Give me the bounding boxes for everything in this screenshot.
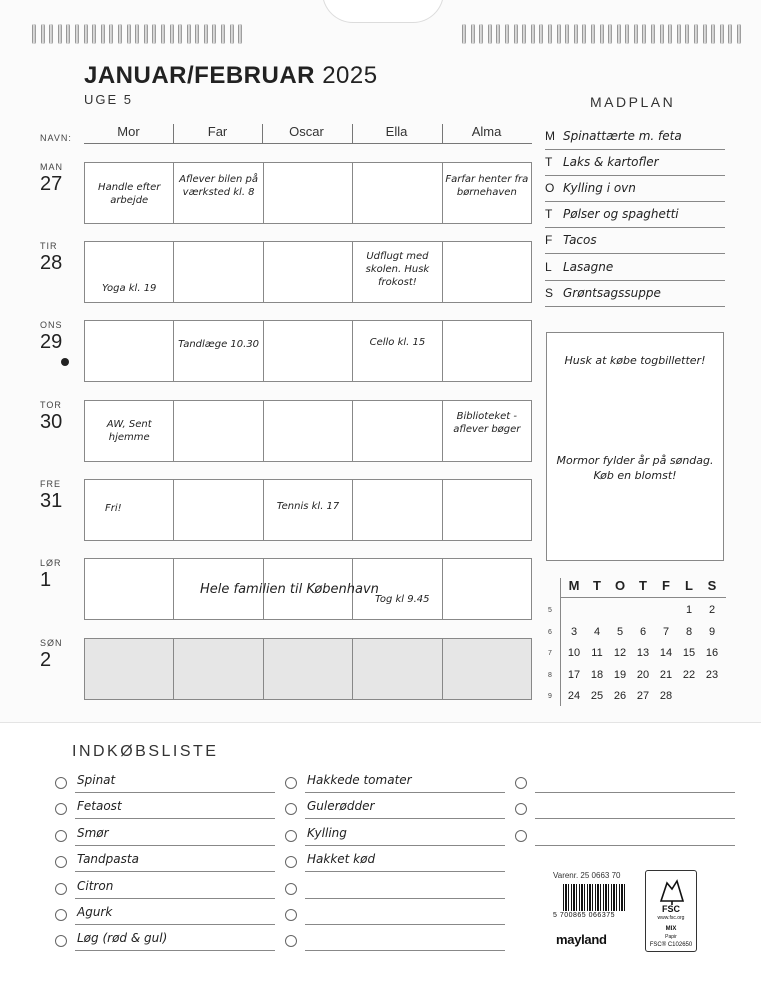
entry-text: Udflugt med skolen. Husk frokost! (365, 251, 430, 288)
entry-text: Yoga kl. 19 (101, 283, 157, 294)
mini-calendar-divider (560, 597, 726, 598)
shopping-item[interactable] (285, 879, 505, 899)
checkbox-circle[interactable] (55, 883, 67, 895)
day-cell[interactable] (443, 163, 531, 223)
barcode (553, 884, 627, 920)
writing-line (75, 845, 275, 846)
writing-line (305, 818, 505, 819)
day-number: 28 (40, 252, 63, 274)
shopping-item-text: Gulerødder (307, 799, 375, 814)
spiral-coil (668, 24, 672, 44)
span-entry: Hele familien til København (200, 582, 379, 597)
spiral-coil (462, 24, 466, 44)
spiral-coil (685, 24, 689, 44)
span-entry-2: Tog kl 9.45 (375, 594, 430, 605)
spiral-coil (694, 24, 698, 44)
mini-calendar-day: 27 (636, 690, 650, 702)
mini-calendar-day: 1 (685, 604, 693, 616)
spiral-coil (212, 24, 216, 44)
writing-line (75, 871, 275, 872)
mini-calendar-day: 19 (613, 668, 627, 681)
weekday-header: F (662, 578, 670, 593)
spiral-coil (49, 24, 53, 44)
brand-logo: mayland (556, 932, 607, 947)
fsc-logo-text: FSC (662, 904, 680, 914)
day-row-tuesday (84, 241, 532, 303)
header-divider (352, 124, 353, 143)
spiral-coil (574, 24, 578, 44)
day-cell[interactable] (174, 401, 263, 461)
shopping-item[interactable] (285, 773, 505, 793)
page-title (84, 62, 378, 90)
note-text: Mormor fylder år på søndag. Køb en blomst! (556, 454, 714, 482)
item-number: Varenr. 25 0663 70 (553, 871, 621, 880)
day-cell[interactable] (353, 401, 442, 461)
meal-day-letter: S (545, 286, 554, 300)
day-number: 31 (40, 490, 63, 512)
spiral-coil (187, 24, 191, 44)
spiral-coil (135, 24, 139, 44)
day-cell[interactable] (264, 242, 353, 302)
spiral-coil (711, 24, 715, 44)
member-header-oscar: Oscar (289, 124, 324, 139)
entry-text: Cello kl. 15 (369, 337, 426, 348)
shopping-item-text: Smør (77, 825, 109, 840)
meal-text: Laks & kartofler (563, 155, 659, 169)
fsc-mix: MIX (665, 926, 677, 932)
meal-text: Pølser og spaghetti (563, 207, 679, 221)
shopping-item-text: Hakket kød (307, 852, 376, 867)
spiral-coil (720, 24, 724, 44)
day-row-sunday (84, 638, 532, 700)
checkbox-circle[interactable] (55, 803, 67, 815)
shopping-item[interactable] (515, 773, 735, 793)
spiral-coil (642, 24, 646, 44)
spiral-coil (92, 24, 96, 44)
meal-text: Kylling i ovn (563, 181, 636, 195)
shopping-item[interactable] (55, 931, 275, 951)
meal-row[interactable] (545, 231, 725, 254)
spiral-binding-left (32, 24, 242, 46)
day-cell[interactable] (443, 242, 531, 302)
shopping-list-title: INDKØBSLISTE (72, 743, 219, 760)
mini-calendar-day: 21 (659, 668, 673, 681)
madplan-title: MADPLAN (590, 94, 676, 110)
day-number: 30 (40, 411, 63, 433)
checkbox-circle[interactable] (55, 830, 67, 842)
day-cell[interactable] (353, 321, 442, 381)
shopping-item[interactable] (285, 826, 505, 846)
day-cell[interactable] (443, 559, 531, 619)
mini-calendar-day: 10 (567, 647, 581, 659)
shopping-item-text: Tandpasta (77, 852, 139, 867)
header-divider (442, 124, 443, 143)
spiral-coil (66, 24, 70, 44)
meal-text: Tacos (563, 233, 597, 247)
checkbox-circle[interactable] (55, 935, 67, 947)
checkbox-circle[interactable] (55, 909, 67, 921)
day-cell[interactable] (85, 242, 174, 302)
meal-day-letter: T (545, 155, 553, 169)
spiral-coil (488, 24, 492, 44)
spiral-coil (221, 24, 225, 44)
day-cell[interactable] (264, 480, 353, 540)
spiral-coil (677, 24, 681, 44)
hanging-cutout (322, 0, 444, 23)
writing-line (535, 845, 735, 846)
spiral-coil (230, 24, 234, 44)
spiral-coil (565, 24, 569, 44)
spiral-coil (531, 24, 535, 44)
checkbox-circle[interactable] (285, 803, 297, 815)
day-cell[interactable] (264, 321, 353, 381)
spiral-coil (471, 24, 475, 44)
day-cell[interactable] (353, 163, 442, 223)
spiral-coil (41, 24, 45, 44)
mini-calendar-day: 11 (591, 647, 603, 659)
checkbox-circle[interactable] (515, 830, 527, 842)
mini-calendar-day: 5 (616, 625, 624, 638)
day-cell[interactable] (85, 639, 174, 699)
mini-calendar-day: 16 (705, 647, 719, 659)
spiral-coil (109, 24, 113, 44)
shopping-item[interactable] (285, 905, 505, 925)
day-cell[interactable] (174, 321, 263, 381)
header-underline (84, 143, 532, 144)
fsc-tree-icon (647, 875, 697, 905)
day-cell[interactable] (85, 401, 174, 461)
meal-day-letter: M (545, 129, 555, 143)
day-name: ONS (40, 320, 63, 330)
checkbox-circle[interactable] (515, 777, 527, 789)
week-number: 9 (548, 693, 552, 700)
weekday-header: O (614, 578, 626, 593)
spiral-coil (496, 24, 500, 44)
meal-row[interactable] (545, 258, 725, 281)
header-divider (173, 124, 174, 143)
mini-calendar-day: 15 (682, 647, 696, 659)
spiral-coil (238, 24, 242, 44)
weekday-header: S (707, 578, 717, 593)
entry-text: Fri! (105, 503, 122, 514)
mini-calendar-day: 12 (613, 647, 627, 659)
spiral-coil (617, 24, 621, 44)
day-cell[interactable] (443, 639, 531, 699)
day-row-wednesday (84, 320, 532, 382)
mini-calendar-day: 23 (705, 668, 719, 681)
mini-calendar-day: 17 (567, 668, 581, 681)
spiral-binding-right (462, 24, 741, 46)
mini-calendar-day: 18 (590, 668, 604, 681)
spiral-coil (479, 24, 483, 44)
member-header-ella: Ella (385, 124, 408, 139)
fsc-label (645, 870, 697, 952)
writing-line (535, 792, 735, 793)
spiral-coil (625, 24, 629, 44)
checkbox-circle[interactable] (515, 803, 527, 815)
meal-row[interactable] (545, 284, 725, 307)
day-name: TOR (40, 400, 62, 410)
shopping-item-text: Citron (77, 878, 114, 893)
writing-line (305, 950, 505, 951)
checkbox-circle[interactable] (55, 777, 67, 789)
barcode-number: 5 700865 066375 (553, 912, 615, 919)
mini-calendar-day: 4 (593, 625, 601, 638)
spiral-coil (152, 24, 156, 44)
day-cell[interactable] (443, 401, 531, 461)
shopping-item[interactable] (285, 931, 505, 951)
mini-calendar-day: 20 (636, 668, 650, 681)
shopping-item-text: Spinat (77, 773, 116, 787)
title-months: JANUAR/FEBRUAR (84, 62, 316, 89)
spiral-coil (634, 24, 638, 44)
shopping-item[interactable] (55, 852, 275, 872)
mini-calendar-day: 22 (682, 668, 696, 681)
spiral-coil (522, 24, 526, 44)
fsc-papir: Papir (665, 934, 677, 940)
entry-text: Handle efter arbejde (98, 182, 161, 206)
day-cell[interactable] (85, 480, 174, 540)
entry-text: Tennis kl. 17 (276, 501, 340, 512)
mini-calendar-day: 14 (659, 647, 673, 659)
writing-line (305, 898, 505, 899)
meal-day-letter: F (545, 233, 553, 247)
spiral-coil (84, 24, 88, 44)
spiral-coil (161, 24, 165, 44)
header-divider (262, 124, 263, 143)
day-cell[interactable] (353, 480, 442, 540)
spiral-coil (582, 24, 586, 44)
spiral-coil (127, 24, 131, 44)
shopping-item[interactable] (55, 799, 275, 819)
day-name: FRE (40, 479, 61, 489)
day-number: 29 (40, 331, 63, 353)
note-text: Husk at købe togbilletter! (564, 354, 706, 367)
mini-calendar-day: 13 (636, 647, 650, 659)
barcode-bars (563, 884, 625, 911)
shopping-item[interactable] (55, 905, 275, 925)
shopping-item-text: Fetaost (77, 799, 122, 814)
name-label: NAVN: (40, 133, 72, 143)
writing-line (305, 792, 505, 793)
day-cell[interactable] (353, 242, 442, 302)
checkbox-circle[interactable] (55, 856, 67, 868)
fsc-code: FSC® C102650 (649, 942, 693, 948)
title-year: 2025 (322, 62, 378, 89)
day-cell[interactable] (443, 321, 531, 381)
mini-calendar-day: 6 (639, 625, 647, 638)
member-header-mor: Mor (117, 124, 140, 139)
entry-text: Biblioteket - aflever bøger (453, 411, 521, 435)
meal-text: Lasagne (563, 260, 614, 274)
shopping-item[interactable] (285, 852, 505, 872)
spiral-coil (75, 24, 79, 44)
shopping-item-text: Hakkede tomater (307, 773, 412, 787)
spiral-coil (539, 24, 543, 44)
day-cell[interactable] (174, 242, 263, 302)
mini-calendar-day: 7 (662, 625, 670, 638)
entry-text: Farfar henter fra børnehaven (445, 174, 529, 198)
day-cell[interactable] (264, 401, 353, 461)
new-moon-icon (61, 358, 69, 366)
shopping-item[interactable] (55, 826, 275, 846)
mini-calendar-day: 25 (590, 690, 604, 702)
day-row-monday (84, 162, 532, 224)
spiral-coil (660, 24, 664, 44)
shopping-item[interactable] (515, 826, 735, 846)
shopping-item[interactable] (285, 799, 505, 819)
writing-line (75, 924, 275, 925)
day-cell[interactable] (85, 321, 174, 381)
writing-line (305, 871, 505, 872)
week-number: 5 (548, 607, 552, 614)
spiral-coil (58, 24, 62, 44)
spiral-coil (600, 24, 604, 44)
meal-text: Spinattærte m. feta (563, 129, 682, 143)
entry-text: AW, Sent hjemme (106, 419, 152, 443)
day-cell[interactable] (174, 163, 263, 223)
spiral-coil (651, 24, 655, 44)
day-cell[interactable] (443, 480, 531, 540)
writing-line (75, 950, 275, 951)
meal-day-letter: O (545, 181, 555, 195)
mini-calendar-day: 28 (659, 690, 673, 702)
entry-text: Tandlæge 10.30 (178, 339, 260, 350)
mini-calendar-day: 9 (708, 625, 716, 638)
writing-line (305, 845, 505, 846)
writing-line (305, 924, 505, 925)
spiral-coil (170, 24, 174, 44)
day-name: TIR (40, 241, 58, 251)
spiral-coil (32, 24, 36, 44)
spiral-coil (118, 24, 122, 44)
spiral-coil (144, 24, 148, 44)
day-cell[interactable] (85, 163, 174, 223)
writing-line (535, 818, 735, 819)
shopping-item[interactable] (55, 773, 275, 793)
meal-text: Grøntsagssuppe (563, 286, 661, 300)
day-cell[interactable] (174, 639, 263, 699)
spiral-coil (703, 24, 707, 44)
day-number: 27 (40, 173, 63, 195)
shopping-item[interactable] (55, 879, 275, 899)
writing-line (75, 898, 275, 899)
spiral-coil (737, 24, 741, 44)
shopping-item[interactable] (515, 799, 735, 819)
day-cell[interactable] (85, 559, 174, 619)
week-number: 7 (548, 650, 552, 657)
spiral-coil (728, 24, 732, 44)
weekday-header: L (685, 578, 693, 593)
spiral-coil (591, 24, 595, 44)
week-number: UGE 5 (84, 92, 134, 107)
spiral-coil (557, 24, 561, 44)
day-name: SØN (40, 638, 63, 648)
mini-calendar-day: 26 (613, 690, 627, 702)
meal-row[interactable] (545, 153, 725, 176)
shopping-item-text: Løg (rød & gul) (77, 931, 168, 946)
day-cell[interactable] (264, 163, 353, 223)
weekday-header: T (639, 578, 647, 593)
day-cell[interactable] (174, 480, 263, 540)
day-row-thursday (84, 400, 532, 462)
weekday-header: M (568, 578, 580, 593)
notes-box[interactable] (546, 332, 724, 561)
mini-calendar-day: 2 (708, 604, 716, 616)
mini-calendar-day: 3 (570, 625, 578, 638)
entry-text: Aflever bilen på værksted kl. 8 (179, 174, 259, 198)
spiral-coil (505, 24, 509, 44)
meal-row[interactable] (545, 127, 725, 150)
checkbox-circle[interactable] (285, 909, 297, 921)
spiral-coil (514, 24, 518, 44)
spiral-coil (101, 24, 105, 44)
day-cell[interactable] (264, 639, 353, 699)
week-number: 8 (548, 671, 552, 679)
checkbox-circle[interactable] (285, 830, 297, 842)
meal-day-letter: T (545, 207, 553, 221)
day-name: MAN (40, 162, 63, 172)
spiral-coil (195, 24, 199, 44)
day-name: LØR (40, 558, 62, 568)
mini-calendar-day: 8 (685, 625, 693, 638)
spiral-coil (548, 24, 552, 44)
member-header-alma: Alma (471, 124, 502, 139)
shopping-item-text: Kylling (307, 825, 347, 840)
meal-day-letter: L (545, 260, 552, 274)
member-header-far: Far (207, 124, 228, 139)
checkbox-circle[interactable] (285, 856, 297, 868)
mini-calendar-day: 24 (567, 690, 581, 702)
meal-row[interactable] (545, 205, 725, 228)
week-number: 6 (548, 628, 552, 636)
day-number: 2 (40, 649, 52, 671)
checkbox-circle[interactable] (285, 883, 297, 895)
checkbox-circle[interactable] (285, 935, 297, 947)
fsc-url: www.fsc.org (657, 915, 685, 921)
day-cell[interactable] (353, 639, 442, 699)
checkbox-circle[interactable] (285, 777, 297, 789)
shopping-item-text: Agurk (77, 905, 113, 919)
spiral-coil (178, 24, 182, 44)
spiral-coil (204, 24, 208, 44)
day-row-friday (84, 479, 532, 541)
writing-line (75, 792, 275, 793)
writing-line (75, 818, 275, 819)
day-number: 1 (40, 569, 52, 591)
meal-row[interactable] (545, 179, 725, 202)
spiral-coil (608, 24, 612, 44)
weekday-header: T (593, 578, 601, 593)
